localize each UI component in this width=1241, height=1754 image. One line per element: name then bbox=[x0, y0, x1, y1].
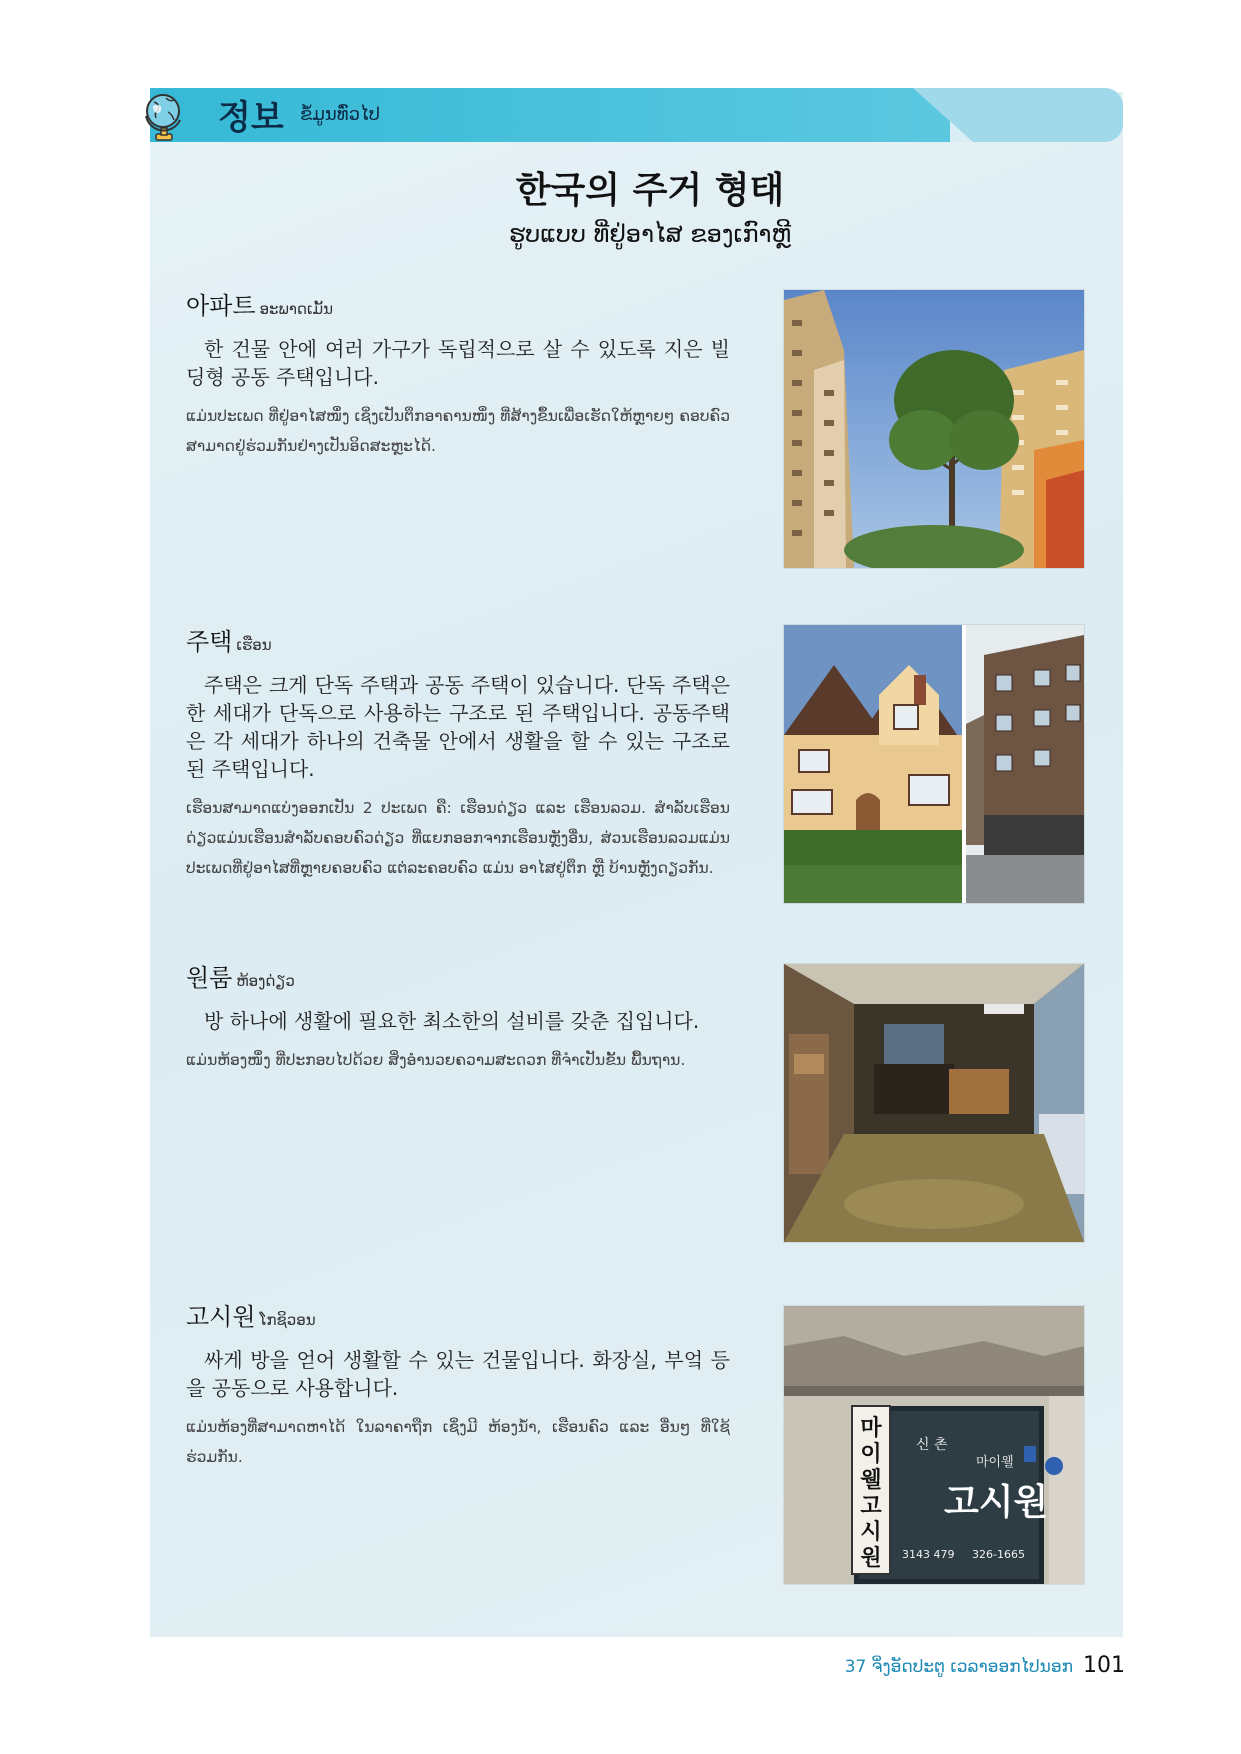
gosiwon-sign-area: 신 촌 bbox=[916, 1437, 948, 1453]
korean-text: 싸게 방을 얻어 생활할 수 있는 건물입니다. 화장실, 부엌 등을 공동으로 사용합니다. bbox=[186, 1348, 730, 1400]
korean-text: 한 건물 안에 여러 가구가 독립적으로 살 수 있도록 지은 빌딩형 공동 주택입니다. bbox=[186, 337, 730, 389]
gosiwon-photo bbox=[784, 1306, 1084, 1584]
section-apartment bbox=[186, 286, 730, 461]
page-number: 101 bbox=[1083, 1653, 1125, 1678]
page-subtitle: ຮູບແບບ ທີ່ຢູ່ອາໄສ ຂອງເກົາຫຼີ bbox=[508, 220, 792, 248]
gosiwon-phone-left: 3143 479 bbox=[902, 1548, 955, 1561]
gosiwon-vertical-sign: 마이웰 고시원 bbox=[860, 1416, 882, 1571]
lao-text: ແມ່ນປະເພດ ທີ່ຢູ່ອາໄສໜຶ່ງ ເຊິ່ງເປັນຕຶກອາຄານໜຶ່ງ ທີ່ສ້າງຂຶ້ນເພື່ອເຮັດໃຫ້ຫຼາຍໆ ຄອບຄົວສາມາດຢູ່ຮ່ວມກັນຢ່າງເປັນອິດສະຫຼະໄດ້. bbox=[186, 407, 730, 455]
globe-icon bbox=[140, 88, 186, 144]
one-room-photo bbox=[784, 964, 1084, 1242]
page-title: 한국의 주거 형태 bbox=[515, 170, 785, 211]
lao-text: ແມ່ນຫ້ອງໜຶ່ງ ທີ່ປະກອບໄປດ້ວຍ ສິ່ງອຳນວຍຄວາມສະດວກ ທີ່ຈຳເປັນຂັ້ນ ພື້ນຖານ. bbox=[186, 1051, 686, 1069]
header-title: 정보 bbox=[218, 98, 284, 138]
lao-text: ແມ່ນຫ້ອງທີ່ສາມາດຫາໄດ້ ໃນລາຄາຖືກ ເຊິ່ງມີ ຫ້ອງນ້ຳ, ເຮືອນຄົວ ແລະ ອື່ນໆ ທີ່ໃຊ້ຮ່ວມກັນ. bbox=[186, 1418, 730, 1466]
korean-text: 방 하나에 생활에 필요한 최소한의 설비를 갖춘 집입니다. bbox=[204, 1009, 700, 1033]
house-photo bbox=[784, 625, 1084, 903]
lao-text: ເຮືອນສາມາດແບ່ງອອກເປັນ 2 ປະເພດ ຄື: ເຮືອນດ່ຽວ ແລະ ເຮືອນລວມ. ສຳລັບເຮືອນດ່ຽວແມ່ນເຮືອນສຳລັບຄອບຄົວດ່ຽວ ທີ່ແຍກອອກຈາກເຮືອນຫຼັງອື່ນ, ສ່ວນເຮືອນລວມແມ່ນປະເພດທີ່ຢູ່ອາໄສທີ່ຫຼາຍຄອບຄົວ ແຕ່ລະຄອບຄົວ ແມ່ນ ອາໄສຢູ່ຕຶກ ຫຼື ບ້ານຫຼັງດຽວກັນ. bbox=[186, 799, 730, 877]
section-title: 아파트 ອະພາດເມັ້ນ bbox=[186, 292, 333, 320]
section-one-room bbox=[186, 958, 730, 1075]
section-house bbox=[186, 622, 730, 883]
section-title: 원룸 ຫ້ອງດ່ຽວ bbox=[186, 964, 295, 992]
gosiwon-phone-right: 326-1665 bbox=[972, 1548, 1025, 1561]
gosiwon-sign-brand: 마이웰 bbox=[976, 1455, 1014, 1470]
page-footer bbox=[845, 1653, 1125, 1678]
section-title: 고시원 ໂກຊິວອນ bbox=[186, 1303, 316, 1331]
section-header-bar bbox=[150, 88, 1123, 142]
footer-chapter: 37 ຈິ່ງອັດປະຕູ ເວລາອອກໄປນອກ bbox=[844, 1657, 1073, 1677]
gosiwon-sign-big: 고시원 bbox=[944, 1482, 1049, 1523]
korean-text: 주택은 크게 단독 주택과 공동 주택이 있습니다. 단독 주택은 한 세대가 단독으로 사용하는 구조로 된 주택입니다. 공동주택은 각 세대가 하나의 건축물 안에서 생활을 할 수 있는 구조로 된 주택입니다. bbox=[186, 673, 730, 781]
section-gosiwon bbox=[186, 1297, 730, 1472]
header-subtitle: ຂໍ້ມູນທົ່ວໄປ bbox=[300, 104, 381, 125]
apartment-photo bbox=[784, 290, 1084, 568]
section-title: 주택 ເຮືອນ bbox=[186, 628, 272, 656]
